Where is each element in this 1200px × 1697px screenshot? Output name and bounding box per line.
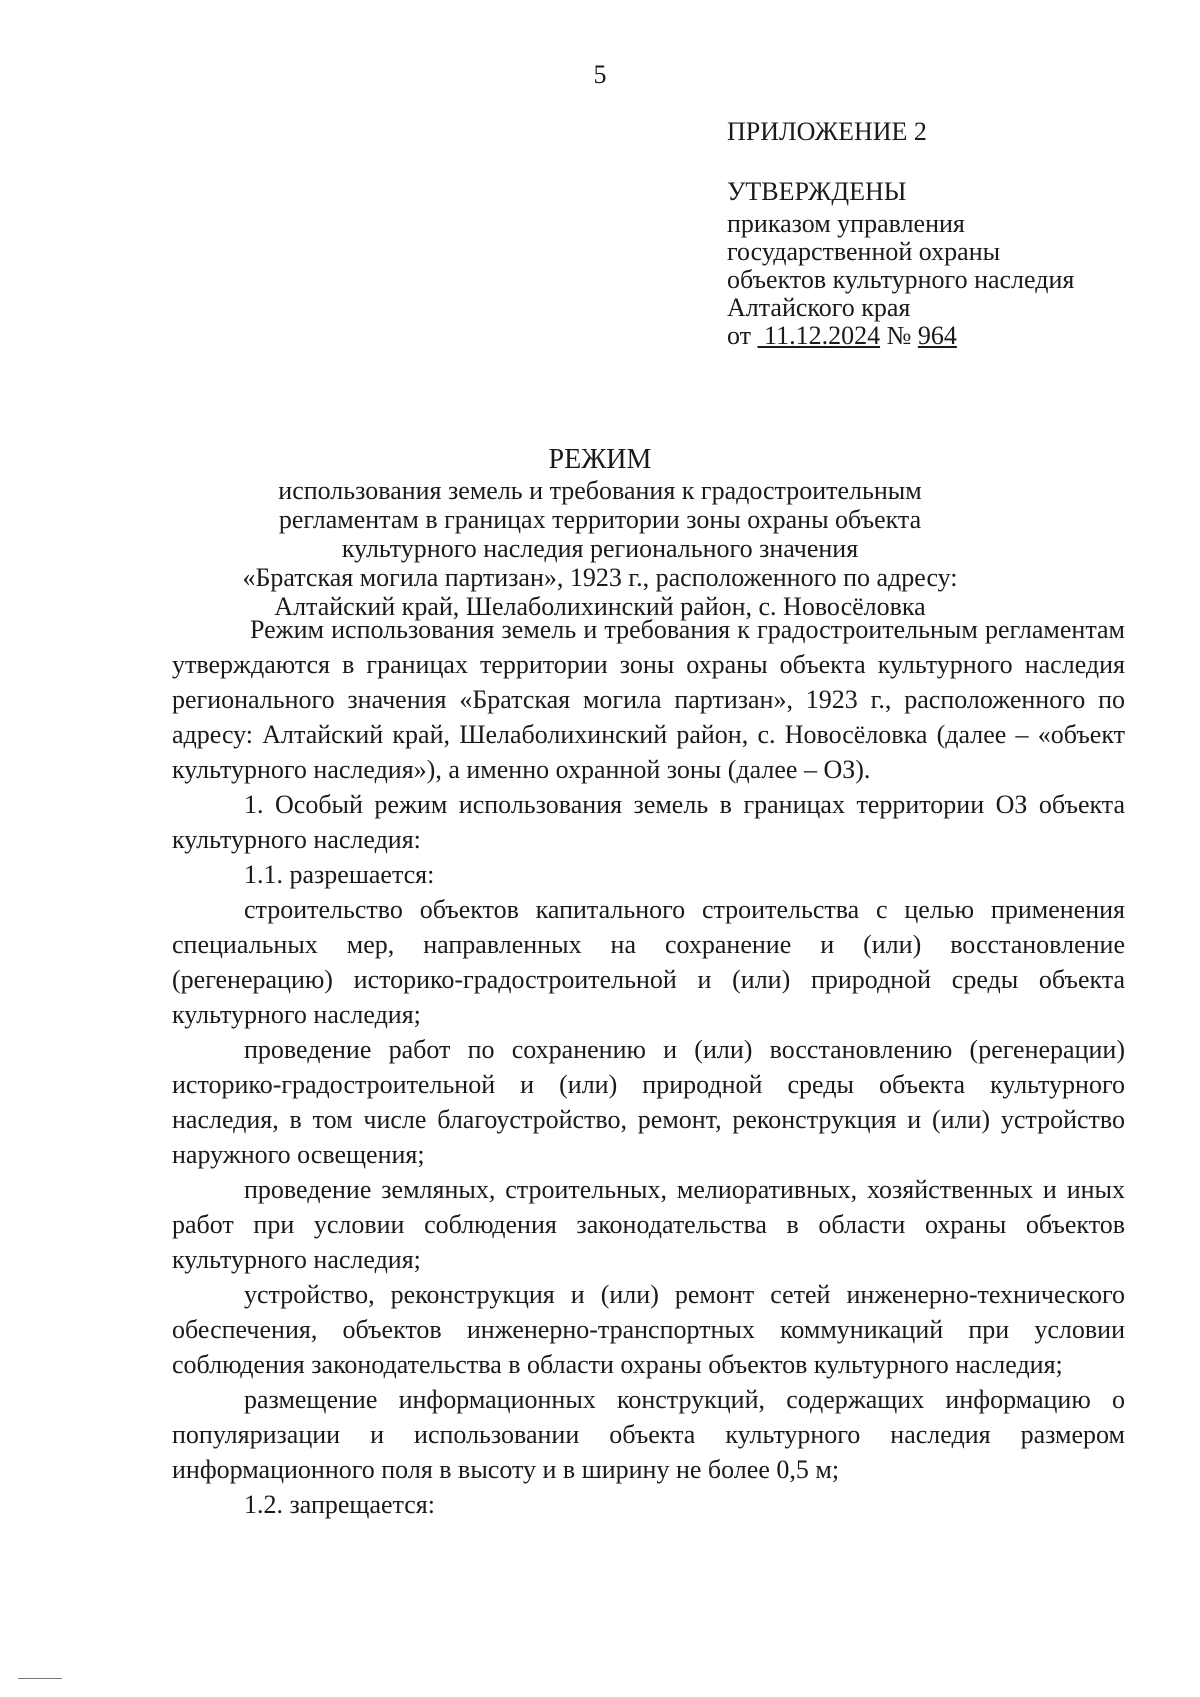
approval-block (727, 118, 1074, 350)
paragraph-allowed-item: устройство, реконструкция и (или) ремонт сетей инженерно-технического обеспечения, объектов инженерно-транспортных коммуникаций при условии соблюдения законодательства в области охраны объектов культурного наследия; (172, 1280, 1125, 1379)
scan-artifact (18, 1678, 62, 1679)
approval-number: 964 (917, 321, 957, 350)
approval-date-line (727, 322, 1074, 350)
page-number: 5 (593, 60, 607, 89)
title-subtitle-line: «Братская могила партизан», 1923 г., расположенного по адресу: (242, 563, 958, 592)
document-body (172, 612, 1125, 1522)
approval-line: объектов культурного наследия (727, 265, 1075, 294)
title-heading: РЕЖИМ (548, 444, 652, 475)
title-subtitle-line: использования земель и требования к градостроительным (278, 476, 922, 505)
paragraph-allowed-item: размещение информационных конструкций, содержащих информацию о популяризации и использовании объекта культурного наследия размером информационного поля в высоту и в ширину не более 0,5 м; (172, 1385, 1125, 1484)
paragraph-section-1-2: 1.2. запрещается: (244, 1490, 435, 1519)
approved-label: УТВЕРЖДЕНЫ (727, 177, 907, 206)
paragraph-section-1-1: 1.1. разрешается: (244, 860, 435, 889)
document-title (0, 445, 1200, 621)
title-subtitle-line: Алтайский край, Шелаболихинский район, с. Новосёловка (274, 592, 926, 621)
appendix-label: ПРИЛОЖЕНИЕ 2 (727, 117, 927, 146)
title-subtitle-line: культурного наследия регионального значения (341, 534, 859, 563)
paragraph-allowed-item: проведение земляных, строительных, мелиоративных, хозяйственных и иных работ при условии соблюдения законодательства в области охраны объектов культурного наследия; (172, 1175, 1125, 1274)
number-prefix: № (886, 321, 912, 350)
paragraph-section-1: 1. Особый режим использования земель в границах территории ОЗ объекта культурного наследия: (172, 790, 1125, 854)
approval-line: государственной охраны (727, 237, 1001, 266)
date-prefix: от (727, 321, 752, 350)
approval-line: приказом управления (727, 209, 965, 238)
paragraph-intro: Режим использования земель и требования к градостроительным регламентам утверждаются в границах территории зоны охраны объекта культурного наследия регионального значения «Братская могила партизан», 1923 г., расположенного по адресу: Алтайский край, Шелаболихинский район, с. Новосёловка (далее – «объект культурного наследия»), а именно охранной зоны (далее – ОЗ). (172, 615, 1125, 784)
title-subtitle-line: регламентам в границах территории зоны охраны объекта (278, 505, 922, 534)
paragraph-allowed-item: проведение работ по сохранению и (или) восстановлению (регенерации) историко-градостроительной и (или) природной среды объекта культурного наследия, в том числе благоустройство, ремонт, реконструкция и (или) устройство наружного освещения; (172, 1035, 1125, 1169)
approval-line: Алтайского края (727, 293, 911, 322)
approval-date: 11.12.2024 (764, 321, 881, 350)
paragraph-allowed-item: строительство объектов капитального строительства с целью применения специальных мер, направленных на сохранение и (или) восстановление (регенерацию) историко-градостроительной и (или) природной среды объекта культурного наследия; (172, 895, 1125, 1029)
